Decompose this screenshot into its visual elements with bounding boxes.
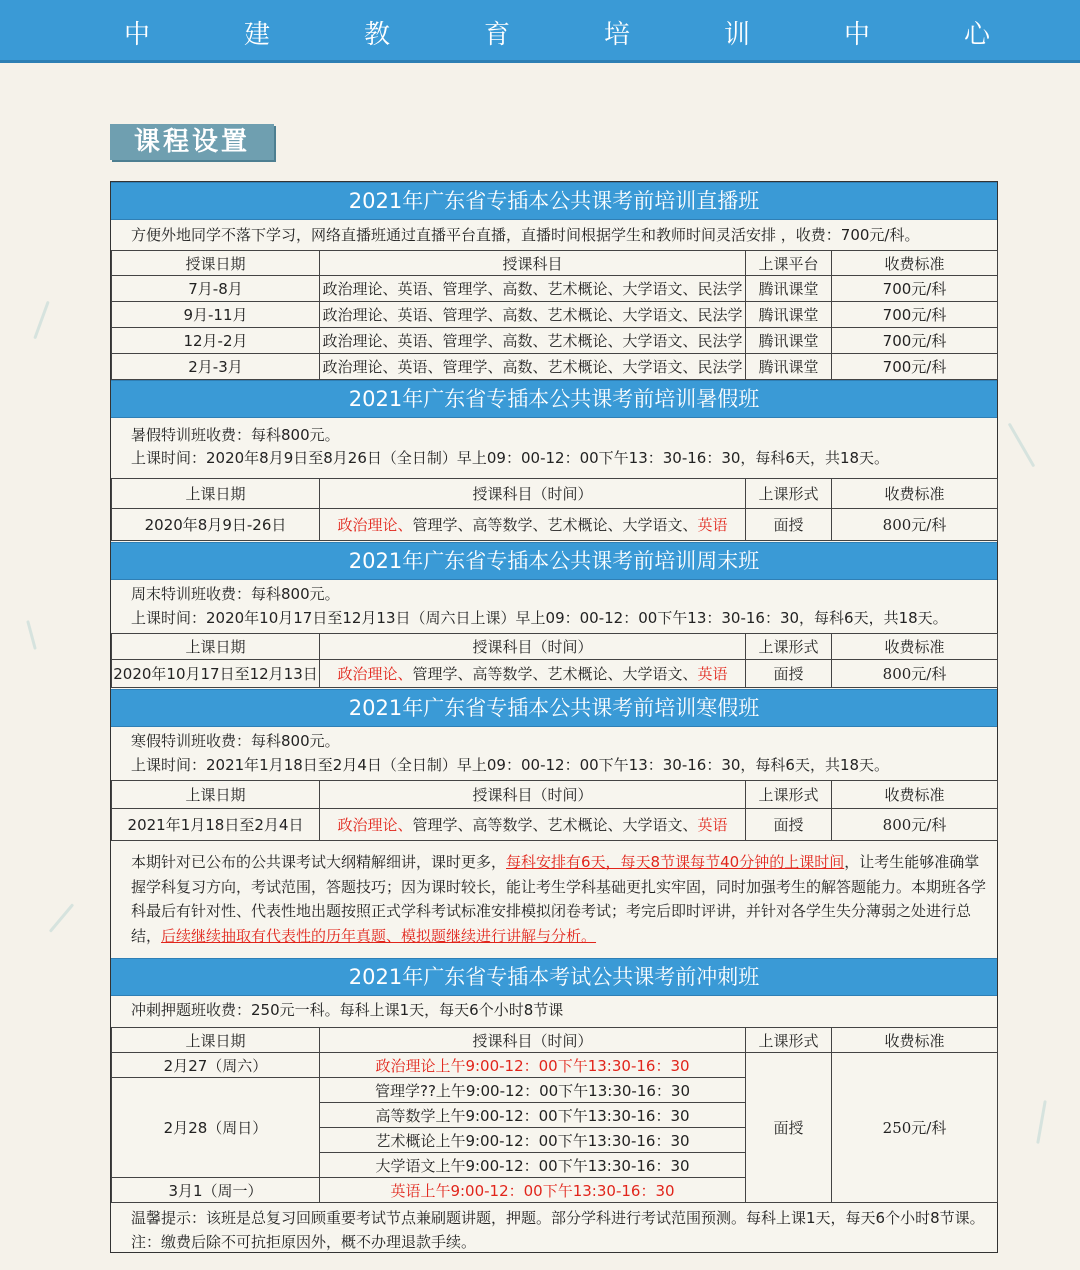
header-char: 建: [244, 20, 271, 50]
description-text: ，让考生能够准确掌握学科复习方向，考试范围，答题技巧；因为课时较长，能让考生学科基础更扎实牢固，同时加强考生的解答题能力。本期班各学科最后有针对性、代表性地出题按照正式学科考试标准安排模拟闭卷考试；考完后即时评讲，并针对各学生失分薄弱之处进行总结，: [131, 853, 987, 945]
table-header: 授课科目: [320, 251, 746, 276]
header-char: 中: [844, 20, 871, 50]
header-char: 中: [124, 20, 151, 50]
header-char: 育: [484, 20, 511, 50]
sprint-tip: 温馨提示：该班是总复习回顾重要考试节点兼刷题讲题，押题。部分学科进行考试范围预测。每科上课1天，每天6个小时8节课。: [131, 1209, 985, 1227]
table-header: 上课日期: [112, 1028, 320, 1053]
table-cell: 2月27（周六）: [112, 1053, 320, 1078]
winter-class-table: [111, 780, 998, 841]
subject-highlight: 英语: [697, 516, 728, 534]
table-cell: 政治理论、英语、管理学、高数、艺术概论、大学语文、民法学: [320, 328, 746, 354]
table-header: 上课日期: [112, 479, 320, 509]
table-cell: [320, 660, 746, 688]
paper-texture: [33, 301, 49, 340]
table-cell: [320, 509, 746, 541]
table-cell: [320, 809, 746, 841]
subject-text: 管理学、高等数学、艺术概论、大学语文、: [412, 516, 698, 534]
description-highlight: 每科安排有6天，每天8节课每节40分钟的上课时间: [506, 853, 845, 871]
table-cell: 腾讯课堂: [746, 328, 832, 354]
table-header: 上课形式: [746, 634, 832, 660]
description-text: 本期针对已公布的公共课考试大纲精解细讲，课时更多，: [131, 853, 507, 871]
table-cell: 腾讯课堂: [746, 354, 832, 380]
table-cell: 800元/科: [832, 809, 998, 841]
table-header: 授课科目（时间）: [320, 781, 746, 809]
table-cell: 700元/科: [832, 354, 998, 380]
table-header: 授课科目（时间）: [320, 634, 746, 660]
table-cell: 700元/科: [832, 328, 998, 354]
sprint-refund-note: 注：缴费后除不可抗拒原因外，概不办理退款手续。: [131, 1233, 477, 1251]
summer-fee: 暑假特训班收费：每科800元。: [131, 426, 340, 444]
table-cell: 面授: [746, 509, 832, 541]
table-cell: 2月28（周日）: [112, 1078, 320, 1178]
table-cell: 面授: [746, 1053, 832, 1203]
subject-text: 管理学、高等数学、艺术概论、大学语文、: [412, 816, 698, 834]
table-cell: 800元/科: [832, 660, 998, 688]
header-char: 训: [724, 20, 751, 50]
sprint-fee: 冲刺押题班收费：250元一科。每科上课1天，每天6个小时8节课: [131, 1001, 564, 1019]
table-cell: 大学语文上午9:00-12：00下午13:30-16：30: [320, 1153, 746, 1178]
table-cell: 7月-8月: [112, 276, 320, 302]
weekend-fee: 周末特训班收费：每科800元。: [131, 585, 340, 603]
table-cell: 2月-3月: [112, 354, 320, 380]
table-cell: 2021年1月18日至2月4日: [112, 809, 320, 841]
table-cell: 12月-2月: [112, 328, 320, 354]
table-cell: 政治理论上午9:00-12：00下午13:30-16：30: [320, 1053, 746, 1078]
paper-texture: [1036, 1100, 1047, 1144]
sprint-class-table: [111, 1027, 998, 1203]
table-header: 上课形式: [746, 479, 832, 509]
table-header: 上课形式: [746, 1028, 832, 1053]
subject-text: 管理学、高等数学、艺术概论、大学语文、: [412, 665, 698, 683]
table-cell: 250元/科: [832, 1053, 998, 1203]
table-cell: 艺术概论上午9:00-12：00下午13:30-16：30: [320, 1128, 746, 1153]
subject-highlight: 政治理论、: [337, 665, 413, 683]
table-cell: 面授: [746, 809, 832, 841]
table-cell: 800元/科: [832, 509, 998, 541]
subject-highlight: 英语: [697, 816, 728, 834]
paper-texture: [1008, 423, 1036, 468]
winter-fee: 寒假特训班收费：每科800元。: [131, 732, 340, 750]
summer-class-title: 2021年广东省专插本公共课考前培训暑假班: [111, 380, 997, 418]
table-cell: 700元/科: [832, 276, 998, 302]
subject-highlight: 政治理论、: [337, 816, 413, 834]
table-cell: 面授: [746, 660, 832, 688]
table-header: 收费标准: [832, 479, 998, 509]
table-cell: 2020年10月17日至12月13日: [112, 660, 320, 688]
table-header: 授课科目（时间）: [320, 479, 746, 509]
subject-highlight: 英语: [697, 665, 728, 683]
live-class-title: 2021年广东省专插本公共课考前培训直播班: [111, 182, 997, 220]
header-char: 教: [364, 20, 391, 50]
paper-texture: [49, 903, 74, 933]
table-header: 收费标准: [832, 781, 998, 809]
live-class-note: 方便外地同学不落下学习，网络直播班通过直播平台直播，直播时间根据学生和教师时间灵活安排 ，收费：700元/科。: [131, 226, 920, 244]
table-cell: 2020年8月9日-26日: [112, 509, 320, 541]
weekend-class-table: [111, 633, 998, 688]
subject-highlight: 政治理论、: [337, 516, 413, 534]
section-title: 课程设置: [110, 124, 274, 160]
table-cell: 管理学??上午9:00-12：00下午13:30-16：30: [320, 1078, 746, 1103]
table-header: 收费标准: [832, 1028, 998, 1053]
course-frame: [110, 181, 998, 1253]
table-cell: 政治理论、英语、管理学、高数、艺术概论、大学语文、民法学: [320, 302, 746, 328]
live-class-table: [111, 250, 998, 380]
table-cell: 3月1（周一）: [112, 1178, 320, 1203]
winter-class-title: 2021年广东省专插本公共课考前培训寒假班: [111, 689, 997, 727]
weekend-class-title: 2021年广东省专插本公共课考前培训周末班: [111, 542, 997, 580]
table-header: 收费标准: [832, 251, 998, 276]
table-header: 上课平台: [746, 251, 832, 276]
table-cell: 英语上午9:00-12：00下午13:30-16：30: [320, 1178, 746, 1203]
description-highlight: 后续继续抽取有代表性的历年真题、模拟题继续进行讲解与分析。: [161, 926, 597, 945]
table-header: 上课日期: [112, 634, 320, 660]
summer-time: 上课时间：2020年8月9日至8月26日（全日制）早上09：00-12：00下午13：30-16：30，每科6天，共18天。: [131, 449, 890, 467]
table-cell: 腾讯课堂: [746, 276, 832, 302]
header-char: 心: [964, 20, 991, 50]
header-char: 培: [604, 20, 631, 50]
table-cell: 700元/科: [832, 302, 998, 328]
table-cell: 9月-11月: [112, 302, 320, 328]
table-header: 授课日期: [112, 251, 320, 276]
table-cell: 政治理论、英语、管理学、高数、艺术概论、大学语文、民法学: [320, 276, 746, 302]
table-cell: 腾讯课堂: [746, 302, 832, 328]
header-bar: [0, 0, 1080, 63]
table-cell: 高等数学上午9:00-12：00下午13:30-16：30: [320, 1103, 746, 1128]
paper-texture: [26, 620, 37, 650]
table-header: 上课形式: [746, 781, 832, 809]
table-header: 收费标准: [832, 634, 998, 660]
winter-time: 上课时间：2021年1月18日至2月4日（全日制）早上09：00-12：00下午13：30-16：30，每科6天，共18天。: [131, 756, 890, 774]
course-description: [131, 850, 989, 948]
table-cell: 政治理论、英语、管理学、高数、艺术概论、大学语文、民法学: [320, 354, 746, 380]
summer-class-table: [111, 478, 998, 541]
weekend-time: 上课时间：2020年10月17日至12月13日（周六日上课）早上09：00-12：00下午13：30-16：30，每科6天，共18天。: [131, 609, 948, 627]
sprint-class-title: 2021年广东省专插本考试公共课考前冲刺班: [111, 958, 997, 996]
table-header: 上课日期: [112, 781, 320, 809]
table-header: 授课科目（时间）: [320, 1028, 746, 1053]
